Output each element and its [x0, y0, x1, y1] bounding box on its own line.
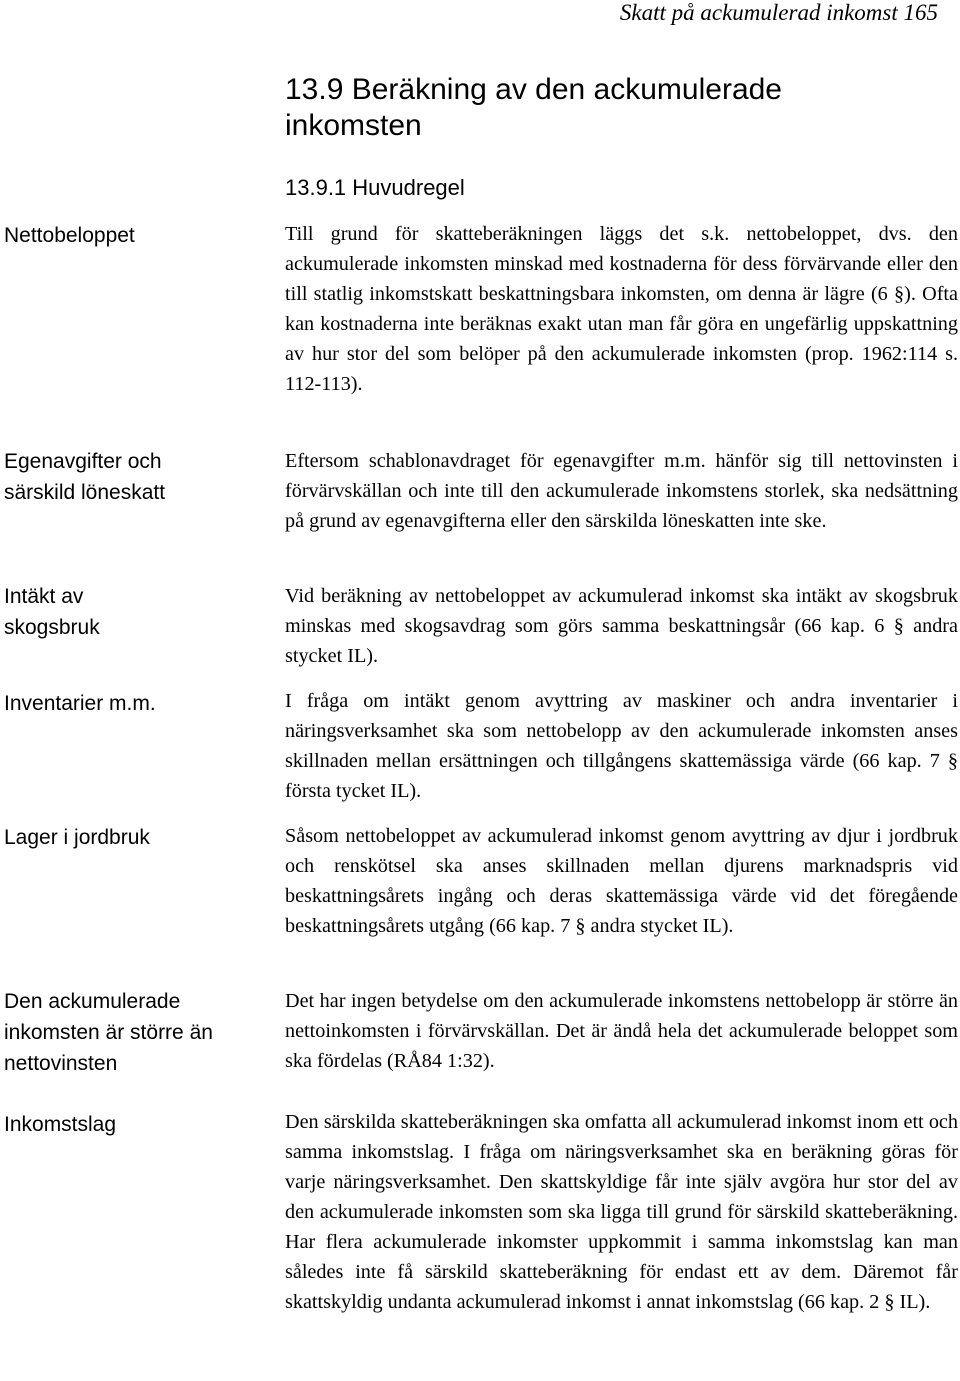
margin-note-nettobeloppet: Nettobeloppet	[4, 224, 135, 247]
margin-note-skogsbruk: Intäkt av skogsbruk	[4, 585, 100, 639]
running-header: Skatt på ackumulerad inkomst 165	[619, 0, 938, 25]
paragraph-lager: Såsom nettobeloppet av ackumulerad inkomst genom avyttring av djur i jordbruk och renskötsel ska anses skillnaden mellan djurens marknadspris vid beskattningsårets ingång och deras skattemässiga värde vid det föregående beskattningsårets utgång (66 kap. 7 § andra stycket IL).	[285, 825, 958, 937]
paragraph-skogsbruk: Vid beräkning av nettobeloppet av ackumulerad inkomst ska intäkt av skogsbruk minskas med skogsavdrag som görs samma beskattningsår (66 kap. 6 § andra stycket IL).	[285, 585, 958, 667]
paragraph-ackumulerade: Det har ingen betydelse om den ackumulerade inkomstens nettobelopp är större än nettoinkomsten i förvärvskällan. Det är ändå hela det ackumulerade beloppet som ska fördelas (RÅ84 1:32).	[285, 990, 958, 1072]
paragraph-egenavgifter: Eftersom schablonavdraget för egenavgifter m.m. hänför sig till nettovinsten i förvärvskällan och inte till den ackumulerade inkomstens storlek, ska nedsättning på grund av egenavgifterna eller den särskilda löneskatten inte ske.	[285, 450, 958, 532]
paragraph-inventarier: I fråga om intäkt genom avyttring av maskiner och andra inventarier i näringsverksamhet ska som nettobelopp av den ackumulerade inkomsten anses skillnaden mellan ersättningen och tillgångens skattemässiga värde (66 kap. 7 § första tycket IL).	[285, 690, 958, 802]
section-title: 13.9.1 Huvudregel	[285, 175, 465, 200]
margin-note-egenavgifter: Egenavgifter och särskild löneskatt	[4, 450, 166, 504]
margin-note-ackumulerade: Den ackumulerade inkomsten är större än nettovinsten	[4, 990, 213, 1075]
margin-note-inventarier: Inventarier m.m.	[4, 692, 156, 715]
margin-note-lager: Lager i jordbruk	[4, 826, 150, 849]
margin-note-inkomstslag: Inkomstslag	[4, 1113, 117, 1136]
chapter-title: 13.9 Beräkning av den ackumulerade inkomsten	[285, 73, 782, 142]
paragraph-inkomstslag: Den särskilda skatteberäkningen ska omfatta all ackumulerad inkomst inom ett och samma inkomstslag. I fråga om näringsverksamhet ska en beräkning göras för varje näringsverksamhet. Den skattskyldige får inte själv avgöra hur stor del av den ackumulerade inkomsten som ska ligga till grund för särskild skatteberäkning. Har flera ackumulerade inkomster uppkommit i samma inkomstslag kan man således inte få särskild skatteberäkning för endast ett av dem. Däremot får skattskyldig undanta ackumulerad inkomst i annat inkomstslag (66 kap. 2 § IL).	[285, 1111, 958, 1313]
paragraph-nettobeloppet: Till grund för skatteberäkningen läggs det s.k. nettobeloppet, dvs. den ackumulerade inkomsten minskad med kostnaderna för dess förvärvande eller den till statlig inkomstskatt beskattningsbara inkomsten, om denna är lägre (6 §). Ofta kan kostnaderna inte beräknas exakt utan man får göra en ungefärlig uppskattning av hur stor del som belöper på den ackumulerade inkomsten (prop. 1962:114 s. 112-113).	[285, 223, 958, 395]
